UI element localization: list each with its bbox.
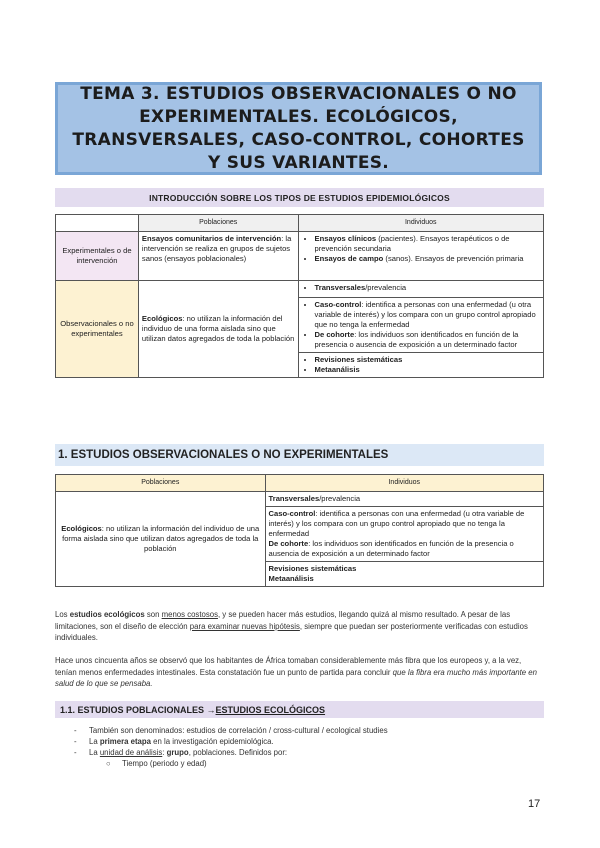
cell-text: (pacientes). Ensayos terapéuticos o de prevención secundaria	[314, 234, 510, 253]
subsection-prefix: 1.1. ESTUDIOS POBLACIONALES →	[60, 704, 216, 715]
text-underlined: para examinar nuevas hipótesis	[189, 621, 300, 631]
cell-text: /prevalencia	[365, 283, 407, 292]
cell-obs-ind-3	[298, 353, 543, 378]
cell-text: : los individuos son identificados en función de la presencia o ausencia de exposición a un determinado factor	[268, 539, 514, 558]
subsection-link: ESTUDIOS ECOLÓGICOS	[215, 704, 326, 715]
col-header-individuos: Individuos	[298, 215, 543, 232]
text-underlined: unidad de análisis	[99, 748, 163, 757]
cell-ind-1	[265, 492, 543, 507]
bullet-list	[74, 725, 544, 769]
cell-bold: Ensayos clínicos	[314, 234, 377, 243]
cell-bold: De cohorte	[268, 539, 309, 548]
text-run: Tiempo (periodo y edad)	[122, 759, 207, 768]
cell-exp-individuos	[298, 232, 543, 281]
cell-ind-2	[265, 507, 543, 562]
list-item	[315, 300, 540, 330]
cell-bold: Revisiones sistemáticas	[314, 355, 403, 364]
row-label-experimentales: Experimentales o de intervención	[56, 232, 139, 281]
list-item: - La unidad de análisis: grupo, poblaciones. Definidos por:	[74, 748, 288, 757]
cell-text: /prevalencia	[319, 494, 361, 503]
list-item: - También son denominados: estudios de correlación / cross-cultural / ecological studies	[74, 726, 388, 735]
list-item	[315, 283, 540, 293]
text-run: La	[89, 748, 100, 757]
page-number: 17	[528, 798, 541, 810]
paragraph-fiber	[55, 655, 544, 690]
table-row	[56, 232, 544, 281]
study-types-table	[55, 214, 544, 378]
cell-obs-poblaciones	[138, 281, 298, 378]
cell-bold: Transversales	[314, 283, 366, 292]
text-run: , siempre que puedan ser posteriormente verificadas con estudios individuales.	[55, 621, 528, 642]
cell-bold: Ecológicos	[61, 524, 102, 533]
cell-text: (sanos). Ensayos de prevención primaria	[383, 254, 524, 263]
text-run: Hace unos cincuenta años se observó que los habitantes de África tomaban considerablemente más fibra que los europeos y, a la vez, tenían menos enfermedades intestinales. Esta constatación fue un punto de partida para concluir	[55, 656, 522, 677]
text-run: en la investigación epidemiológica.	[150, 737, 274, 746]
cell-text: : identifica a personas con una enfermedad (u otra variable de interés) y los compara con un grupo control apropiado que no tenga la enfermedad	[314, 300, 536, 329]
list-item	[315, 234, 540, 254]
intro-heading: INTRODUCCIÓN SOBRE LOS TIPOS DE ESTUDIOS EPIDEMIOLÓGICOS	[55, 188, 544, 207]
cell-exp-poblaciones	[138, 232, 298, 281]
text-run: Los	[55, 610, 70, 619]
cell-bold: Transversales	[268, 494, 320, 503]
cell-bold: Caso-control	[314, 300, 362, 309]
table-row	[56, 492, 544, 507]
text-bold: estudios ecológicos	[69, 610, 145, 619]
text-bold: primera etapa	[99, 737, 151, 746]
col-header-poblaciones: Poblaciones	[138, 215, 298, 232]
observational-table	[55, 474, 544, 587]
cell-bold: Ensayos de campo	[314, 254, 384, 263]
section-1-heading: 1. ESTUDIOS OBSERVACIONALES O NO EXPERIMENTALES	[55, 444, 544, 466]
text-run: También son denominados: estudios de correlación / cross-cultural / ecological studies	[89, 726, 388, 735]
list-item	[315, 355, 540, 365]
list-item: - La primera etapa en la investigación epidemiológica.	[74, 737, 274, 746]
cell-text: : los individuos son identificados en función de la presencia o ausencia de exposición a un determinado factor	[314, 330, 519, 349]
list-item	[315, 365, 540, 375]
cell-bold: De cohorte	[314, 330, 355, 339]
cell-text: : no utilizan la información del individuo de una forma aislada sino que utilizan datos agregados de toda la población	[141, 314, 295, 343]
cell-bold: Ecológicos	[141, 314, 183, 323]
subsection-1-1-heading	[55, 701, 544, 718]
title-box	[55, 82, 542, 175]
col-header-individuos: Individuos	[265, 475, 543, 492]
text-run: son	[144, 610, 162, 619]
cell-poblaciones	[56, 492, 266, 587]
text-run: , poblaciones. Definidos por:	[188, 748, 288, 757]
cell-line	[269, 509, 540, 539]
cell-bold: Ensayos comunitarios de intervención	[141, 234, 282, 243]
cell-bold: Revisiones sistemáticas	[268, 564, 357, 573]
cell-line	[269, 574, 540, 584]
sub-list-item: ○ Tiempo (periodo y edad)	[106, 759, 207, 768]
cell-bold: Caso-control	[268, 509, 316, 518]
page-title: TEMA 3. ESTUDIOS OBSERVACIONALES O NO EXPERIMENTALES. ECOLÓGICOS, TRANSVERSALES, CASO-CONTROL, COHORTES Y SUS VARIANTES.	[72, 83, 525, 173]
cell-text: : identifica a personas con una enfermedad (u otra variable de interés) y los compara con un grupo control apropiado que no tenga la enfermedad	[268, 509, 525, 538]
text-bold: grupo	[166, 748, 189, 757]
cell-bold: Metaanálisis	[314, 365, 360, 374]
table-corner-cell	[56, 215, 139, 232]
cell-ind-3	[265, 562, 543, 587]
list-item	[315, 254, 540, 264]
table-header-row	[56, 215, 544, 232]
cell-obs-ind-1	[298, 281, 543, 298]
cell-text: : no utilizan la información del individuo de una forma aislada sino que utilizan datos agregados de toda la población	[62, 524, 260, 553]
cell-line	[269, 539, 540, 559]
cell-obs-ind-2	[298, 298, 543, 353]
text-run: , y se pueden hacer más estudios, llegando quizá al mismo resultado. A pesar de las limitaciones, son el diseño de elección	[55, 610, 511, 631]
row-label-observacionales: Observacionales o no experimentales	[56, 281, 139, 378]
text-italic: que la fibra era mucho más importante en salud de lo que se pensaba.	[55, 667, 537, 688]
list-item	[315, 330, 540, 350]
text-run: La	[89, 737, 100, 746]
table-row	[56, 281, 544, 298]
text-underlined: menos costosos	[161, 610, 218, 619]
paragraph-ecological	[55, 609, 544, 644]
col-header-poblaciones: Poblaciones	[56, 475, 266, 492]
cell-line	[269, 564, 540, 574]
cell-text: : la intervención se realiza en grupos de sujetos sanos (ensayos poblacionales)	[141, 234, 292, 263]
cell-bold: Metaanálisis	[268, 574, 314, 583]
text-run: :	[162, 748, 167, 757]
table-header-row	[56, 475, 544, 492]
